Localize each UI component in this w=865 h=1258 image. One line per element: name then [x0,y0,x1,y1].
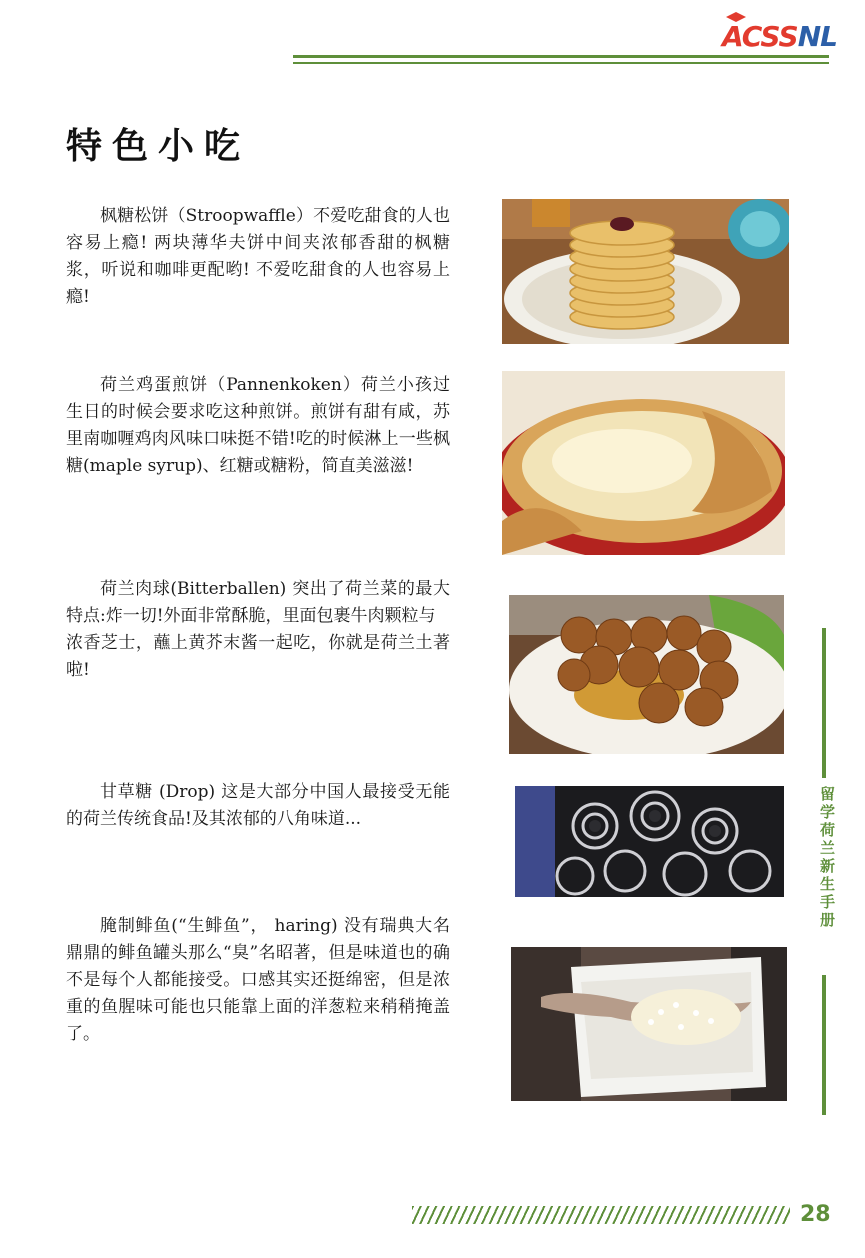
bitterballen-text-1: 荷兰肉球(Bitterballen) 突出了荷兰菜的最大特点:炸一切!外面非常酥脆，里面包裹牛肉颗粒与 [66,579,450,626]
bitterballen-photo [509,595,784,754]
sidebar-bar-bottom [822,975,826,1115]
footer-stripes [412,1206,790,1224]
acss-nl-logo [722,18,837,53]
bitterballen-paragraph [66,576,450,684]
stroopwafel-photo [502,199,789,344]
dutch-baby-pancake-photo [502,371,785,555]
logo-text: ACSSNL [722,20,837,53]
haring-photo [511,947,787,1101]
bitterballen-text-2: 浓香芝士，蘸上黄芥末酱一起吃，你就是荷兰土著啦! [66,633,450,680]
header-rule [293,55,829,58]
sidebar-bar-top [822,628,826,778]
header-rule-secondary [293,62,829,64]
pannenkoeken-paragraph: 荷兰鸡蛋煎饼（Pannenkoken）荷兰小孩过生日的时候会要求吃这种煎饼。煎饼有甜有咸，苏里南咖喱鸡肉风味口味挺不错!吃的时候淋上一些枫糖(maple syrup)、红糖或糖粉，简直美滋滋! [66,375,450,476]
page-title: 特色小吃 [66,126,251,167]
page-number: 28 [800,1202,831,1227]
drop-licorice-photo [515,786,784,897]
haring-paragraph: 腌制鲱鱼(“生鲱鱼”， haring) 没有瑞典大名鼎鼎的鲱鱼罐头那么“臭”名昭著，但是味道也的确不是每个人都能接受。口感其实还挺绵密，但是浓重的鱼腥味可能也只能靠上面的洋葱粒来稍稍掩盖了。 [66,916,450,1044]
stroopwafel-paragraph: 枫糖松饼（Stroopwaffle）不爱吃甜食的人也容易上瘾! 两块薄华夫饼中间夹浓郁香甜的枫糖浆，听说和咖啡更配哟! 不爱吃甜食的人也容易上瘾! [66,206,450,307]
sidebar-label: 留学荷兰新生手册 [818,786,836,930]
drop-paragraph: 甘草糖 (Drop) 这是大部分中国人最接受无能的荷兰传统食品!及其浓郁的八角味道... [66,782,450,829]
